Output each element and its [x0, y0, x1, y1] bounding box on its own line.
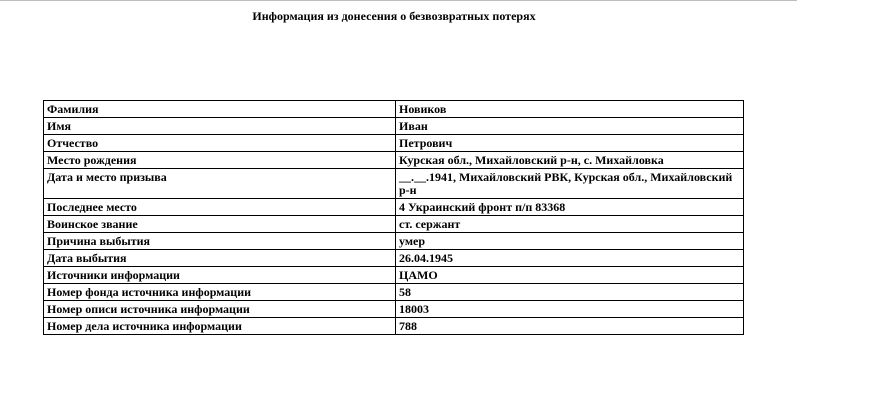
row-label-patronymic: Отчество [44, 135, 396, 152]
loss-report-table [43, 100, 744, 335]
top-divider [0, 0, 797, 1]
table-row [44, 301, 744, 318]
table-row [44, 152, 744, 169]
row-value-conscription: __.__.1941, Михайловский РВК, Курская обл., Михайловский р-н [396, 169, 744, 199]
row-label-file: Номер дела источника информации [44, 318, 396, 335]
table-row [44, 199, 744, 216]
row-label-fond: Номер фонда источника информации [44, 284, 396, 301]
row-label-last-place: Последнее место [44, 199, 396, 216]
row-value-file: 788 [396, 318, 744, 335]
row-label-sources: Источники информации [44, 267, 396, 284]
table-row [44, 233, 744, 250]
table-row [44, 135, 744, 152]
table-row [44, 318, 744, 335]
row-value-surname: Новиков [396, 101, 744, 118]
row-value-fond: 58 [396, 284, 744, 301]
row-label-reason: Причина выбытия [44, 233, 396, 250]
row-label-surname: Фамилия [44, 101, 396, 118]
row-value-birthplace: Курская обл., Михайловский р-н, с. Михайловка [396, 152, 744, 169]
table-row [44, 250, 744, 267]
row-label-rank: Воинское звание [44, 216, 396, 233]
table-row [44, 118, 744, 135]
table-row [44, 267, 744, 284]
table-row [44, 216, 744, 233]
row-label-date: Дата выбытия [44, 250, 396, 267]
row-value-last-place: 4 Украинский фронт п/п 83368 [396, 199, 744, 216]
row-value-first-name: Иван [396, 118, 744, 135]
row-label-inventory: Номер описи источника информации [44, 301, 396, 318]
row-value-date: 26.04.1945 [396, 250, 744, 267]
row-label-first-name: Имя [44, 118, 396, 135]
row-value-patronymic: Петрович [396, 135, 744, 152]
table-row [44, 169, 744, 199]
row-value-inventory: 18003 [396, 301, 744, 318]
row-label-conscription: Дата и место призыва [44, 169, 396, 199]
table-row [44, 101, 744, 118]
row-label-birthplace: Место рождения [44, 152, 396, 169]
row-value-sources: ЦАМО [396, 267, 744, 284]
table-row [44, 284, 744, 301]
row-value-reason: умер [396, 233, 744, 250]
row-value-rank: ст. сержант [396, 216, 744, 233]
report-title: Информация из донесения о безвозвратных потерях [252, 9, 536, 23]
